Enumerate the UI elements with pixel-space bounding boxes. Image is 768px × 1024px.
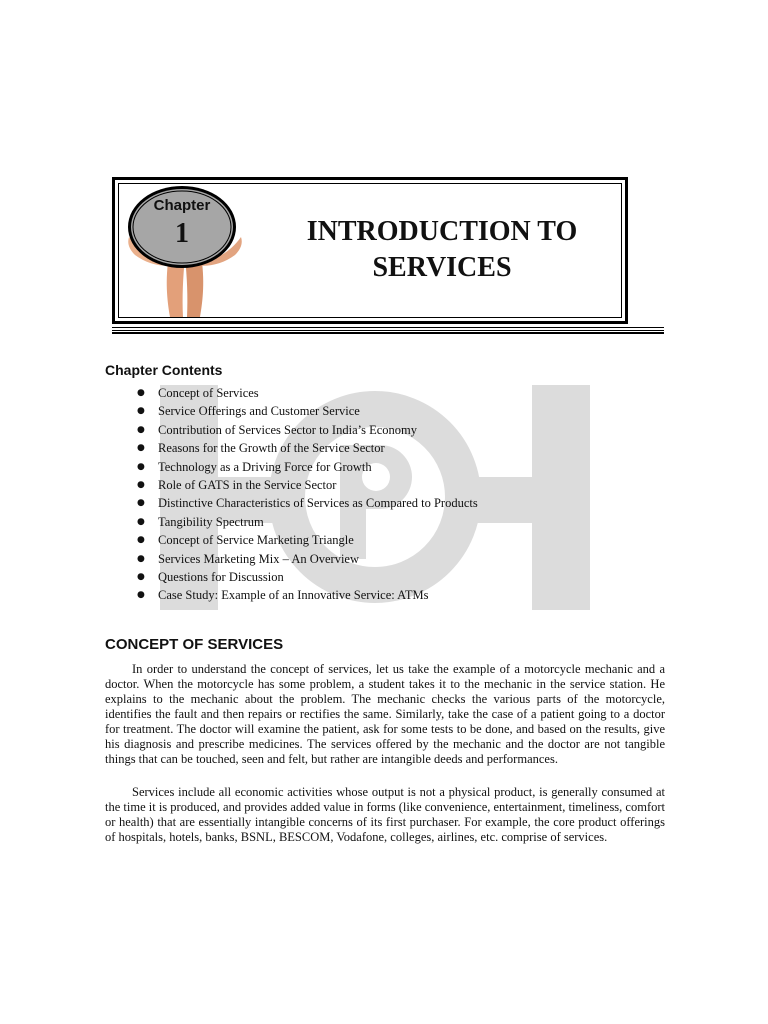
contents-item: ● Distinctive Characteristics of Services as Compared to Products: [137, 494, 478, 512]
contents-item: ● Questions for Discussion: [137, 568, 478, 586]
contents-item: ● Services Marketing Mix – An Overview: [137, 550, 478, 568]
contents-item: ● Case Study: Example of an Innovative Service: ATMs: [137, 586, 478, 604]
chapter-badge-label: Chapter: [153, 197, 211, 214]
chapter-title-line-2: SERVICES: [372, 252, 512, 283]
contents-item: ● Role of GATS in the Service Sector: [137, 476, 478, 494]
chapter-number: 1: [175, 218, 189, 249]
chapter-header-rule: [112, 327, 664, 334]
contents-item: ● Concept of Service Marketing Triangle: [137, 531, 478, 549]
body-paragraph: In order to understand the concept of services, let us take the example of a motorcycle mechanic and a doctor. When the motorcycle has some problem, a student takes it to the mechanic in the service station. He explains to the mechanic about the problem. The mechanic checks the various parts of the motorcycle, identifies the fault and then repairs or rectifies the same. Similarly, take the case of a patient going to a doctor for treatment. The doctor will examine the patient, ask for some tests to be done, and based on the results, give his diagnosis and prescribe medicines. The services offered by the mechanic and the doctor are not tangible things that can be touched, seen and felt, but rather are intangible deeds and performances.: [105, 662, 665, 766]
contents-item: ● Contribution of Services Sector to India’s Economy: [137, 421, 478, 439]
chapter-title: [262, 214, 622, 286]
chapter-title-line-1: INTRODUCTION TO: [306, 216, 578, 247]
contents-item: ● Technology as a Driving Force for Growth: [137, 458, 478, 476]
section-heading: CONCEPT OF SERVICES: [105, 636, 284, 653]
chapter-contents-list: [137, 384, 478, 605]
contents-item: ● Service Offerings and Customer Service: [137, 402, 478, 420]
chapter-contents-heading: Chapter Contents: [105, 362, 223, 378]
contents-item: ● Reasons for the Growth of the Service Sector: [137, 439, 478, 457]
contents-item: ● Concept of Services: [137, 384, 478, 402]
contents-item: ● Tangibility Spectrum: [137, 513, 478, 531]
body-paragraph: Services include all economic activities whose output is not a physical product, is generally consumed at the time it is produced, and provides added value in forms (like convenience, entertainment, timeliness, comfort or health) that are essentially intangible concerns of its first purchaser. For example, the core product offerings of hospitals, hotels, banks, BSNL, BESCOM, Vodafone, colleges, airlines, etc. comprise of services.: [105, 785, 665, 844]
